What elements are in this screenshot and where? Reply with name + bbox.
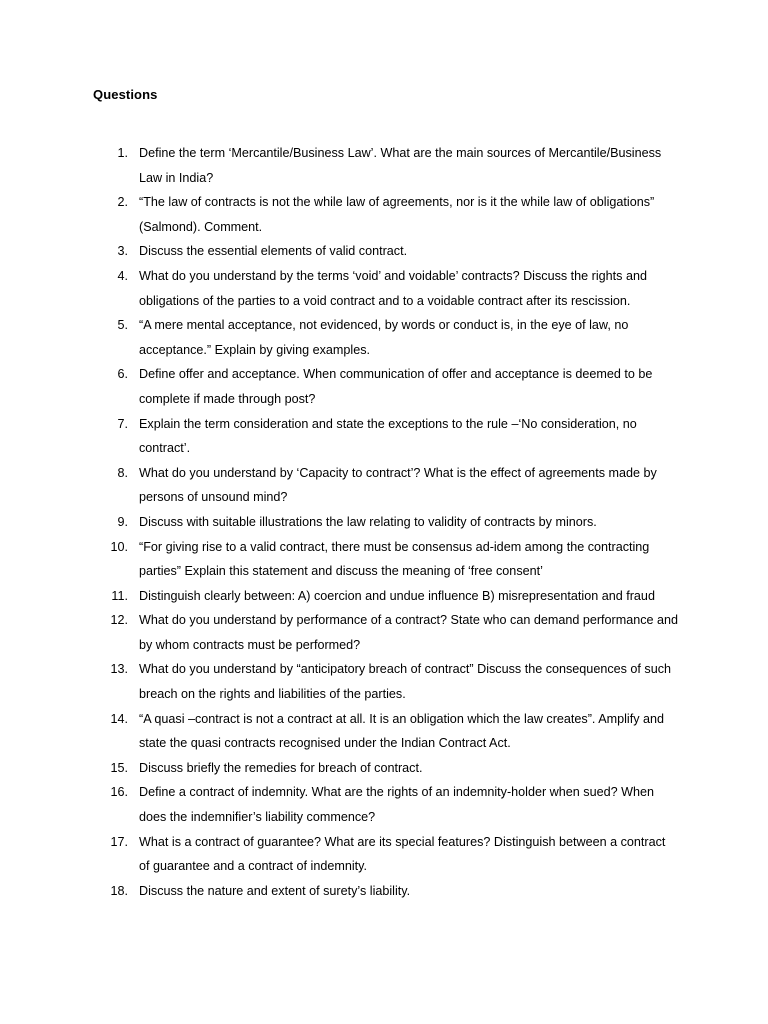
question-item [0, 362, 679, 411]
question-item [0, 707, 679, 756]
question-text: Discuss briefly the remedies for breach of contract. [139, 760, 423, 775]
question-number: 16. [110, 785, 128, 800]
question-text: What do you understand by “anticipatory breach of contract” Discuss the consequences of such breach on the rights and liabilities of the parties. [139, 662, 672, 702]
question-text: “A mere mental acceptance, not evidenced, by words or conduct is, in the eye of law, no acceptance.” Explain by giving examples. [139, 318, 629, 357]
question-number: 6. [117, 367, 128, 382]
question-item [0, 535, 679, 584]
question-number: 15. [110, 760, 128, 775]
question-number: 10. [110, 539, 128, 554]
question-number: 7. [117, 416, 128, 431]
question-text: What do you understand by performance of a contract? State who can demand performance and by whom contracts must be performed? [139, 613, 679, 652]
question-number: 9. [117, 514, 128, 529]
question-number: 14. [110, 711, 128, 726]
question-number: 11. [111, 588, 128, 603]
questions-list [0, 141, 768, 903]
question-item [0, 879, 679, 904]
question-item [0, 313, 679, 362]
question-number: 12. [110, 613, 128, 628]
question-text: “A quasi –contract is not a contract at all. It is an obligation which the law creates”. Amplify and state the quasi contracts recognised under the Indian Contract Act. [139, 711, 665, 751]
question-number: 8. [117, 465, 128, 480]
page-heading: Questions [93, 87, 158, 102]
question-number: 5. [117, 318, 128, 333]
question-text: What do you understand by ‘Capacity to contract’? What is the effect of agreements made by persons of unsound mind? [139, 465, 657, 505]
question-item [0, 584, 679, 609]
question-item [0, 780, 679, 829]
question-item [0, 461, 679, 510]
question-number: 2. [117, 195, 128, 210]
question-item [0, 657, 679, 706]
question-item [0, 830, 679, 879]
question-item [0, 141, 679, 190]
question-text: Define the term ‘Mercantile/Business Law’. What are the main sources of Mercantile/Business Law in India? [139, 146, 662, 185]
question-item [0, 239, 679, 264]
question-number: 1. [117, 146, 128, 160]
question-text: Define a contract of indemnity. What are the rights of an indemnity-holder when sued? When does the indemnifier’s liability commence? [139, 785, 654, 825]
question-item [0, 264, 679, 313]
question-text: Explain the term consideration and state the exceptions to the rule –‘No consideration, no contract’. [139, 416, 637, 456]
question-item [0, 608, 679, 657]
question-item [0, 510, 679, 535]
question-number: 18. [110, 883, 128, 898]
question-text: What is a contract of guarantee? What are its special features? Distinguish between a contract of guarantee and a contract of indemnity. [139, 834, 666, 874]
question-number: 17. [110, 834, 128, 849]
question-number: 4. [117, 268, 128, 283]
question-number: 3. [117, 244, 128, 259]
question-text: “For giving rise to a valid contract, there must be consensus ad-idem among the contracting parties” Explain this statement and discuss the meaning of ‘free consent’ [139, 539, 650, 579]
question-text: Define offer and acceptance. When communication of offer and acceptance is deemed to be complete if made through post? [139, 367, 653, 406]
question-text: Discuss the nature and extent of surety’s liability. [139, 883, 411, 898]
question-item [0, 756, 679, 781]
question-text: Discuss with suitable illustrations the law relating to validity of contracts by minors. [139, 514, 597, 529]
question-text: “The law of contracts is not the while law of agreements, nor is it the while law of obligations” (Salmond). Comment. [139, 195, 655, 234]
question-text: Discuss the essential elements of valid contract. [139, 244, 408, 259]
question-text: What do you understand by the terms ‘void’ and voidable’ contracts? Discuss the rights and obligations of the parties to a void contract and to a voidable contract after its rescission. [139, 268, 647, 308]
question-item [0, 190, 679, 239]
question-item [0, 412, 679, 461]
question-number: 13. [110, 662, 128, 677]
question-text: Distinguish clearly between: A) coercion and undue influence B) misrepresentation and fraud [139, 588, 655, 603]
